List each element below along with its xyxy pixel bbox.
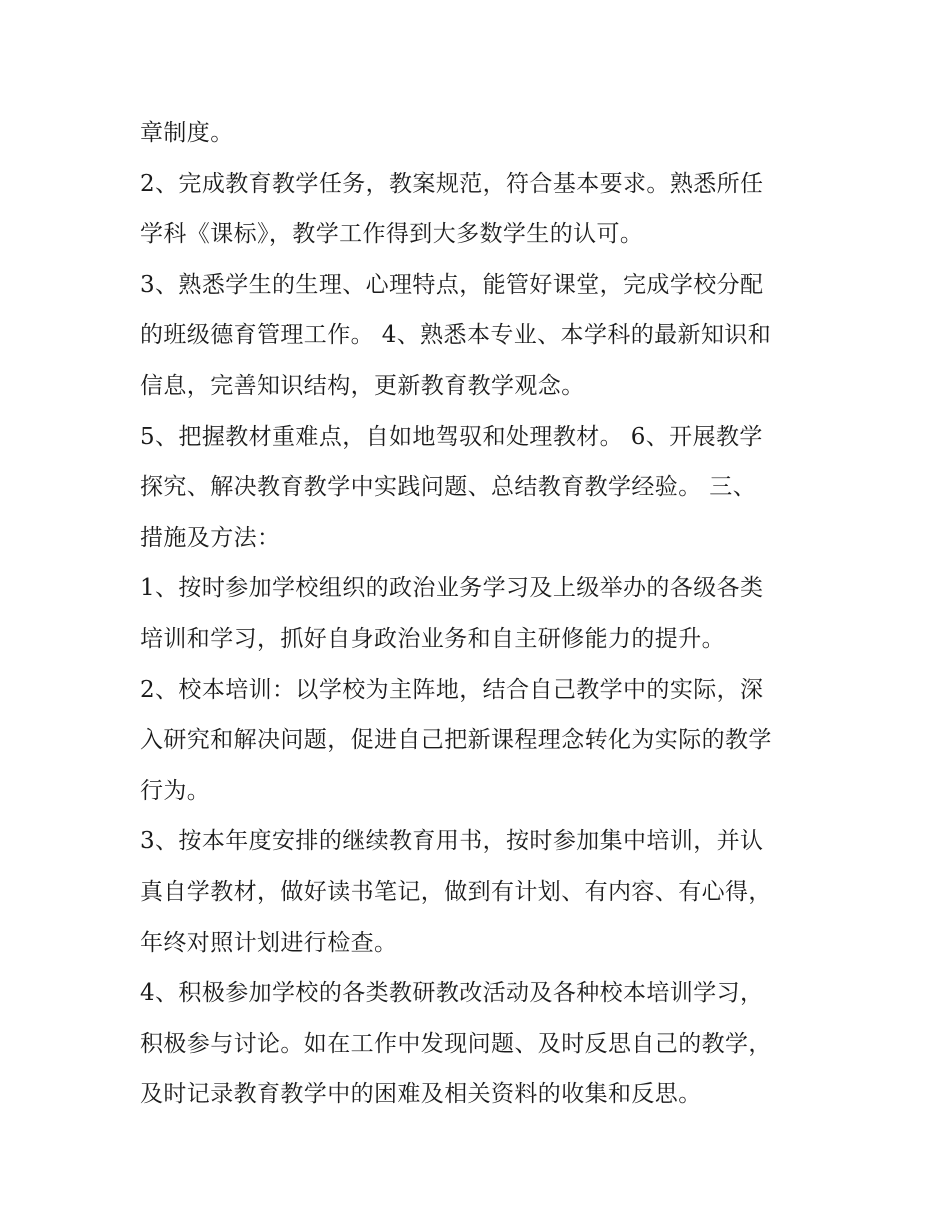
document-body	[140, 108, 830, 1120]
text-line: 学科《课标》，教学工作得到大多数学生的认可。	[140, 221, 644, 248]
text-line: 5、把握教材重难点，自如地驾驭和处理教材。 6、开展教学	[140, 423, 763, 450]
text-line: 的班级德育管理工作。 4、熟悉本专业、本学科的最新知识和	[140, 322, 772, 349]
text-line: 3、按本年度安排的继续教育用书，按时参加集中培训，并认	[140, 828, 764, 855]
text-line: 真自学教材，做好读书笔记，做到有计划、有内容、有心得，	[140, 878, 772, 905]
text-line: 年终对照计划进行检查。	[140, 929, 398, 956]
text-line: 探究、解决教育教学中实践问题、总结教育教学经验。 三、	[140, 474, 757, 501]
text-line: 信息，完善知识结构，更新教育教学观念。	[140, 372, 585, 399]
text-line: 入研究和解决问题，促进自己把新课程理念转化为实际的教学	[140, 727, 772, 754]
text-line: 行为。	[140, 777, 211, 804]
text-line: 措施及方法：	[140, 524, 281, 551]
text-line: 培训和学习，抓好自身政治业务和自主研修能力的提升。	[140, 625, 725, 652]
text-line: 及时记录教育教学中的困难及相关资料的收集和反思。	[140, 1081, 702, 1108]
text-line: 2、校本培训：以学校为主阵地，结合自己教学中的实际，深	[140, 676, 764, 703]
text-line: 3、熟悉学生的生理、心理特点，能管好课堂，完成学校分配	[140, 271, 764, 298]
text-line: 2、完成教育教学任务，教案规范，符合基本要求。熟悉所任	[140, 170, 764, 197]
text-line: 积极参与讨论。如在工作中发现问题、及时反思自己的教学，	[140, 1030, 772, 1057]
text-line: 4、积极参加学校的各类教研教改活动及各种校本培训学习，	[140, 980, 764, 1007]
text-line: 1、按时参加学校组织的政治业务学习及上级举办的各级各类	[140, 575, 764, 602]
text-line: 章制度。	[140, 120, 234, 146]
